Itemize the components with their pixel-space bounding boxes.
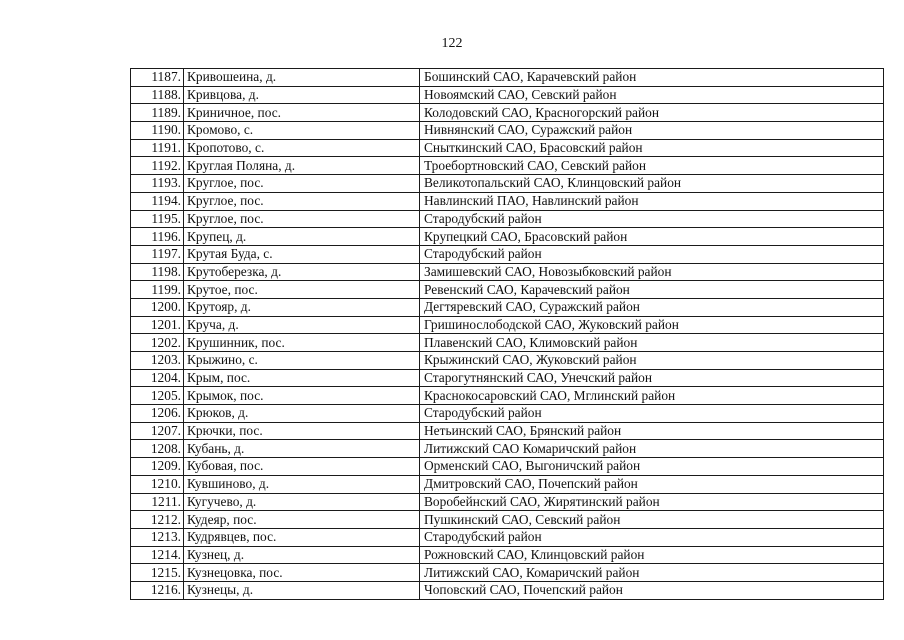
- settlement-name-cell: Крюков, д.: [184, 405, 420, 423]
- table-row: [131, 511, 884, 529]
- table-row: [131, 458, 884, 476]
- table-row: [131, 245, 884, 263]
- row-number-cell: 1198.: [131, 263, 184, 281]
- settlement-name-cell: Кузнецовка, пос.: [184, 564, 420, 582]
- table-row: [131, 528, 884, 546]
- district-cell: Крупецкий САО, Брасовский район: [420, 228, 884, 246]
- table-row: [131, 157, 884, 175]
- settlement-name-cell: Криничное, пос.: [184, 104, 420, 122]
- row-number-cell: 1215.: [131, 564, 184, 582]
- table-row: [131, 263, 884, 281]
- row-number-cell: 1187.: [131, 69, 184, 87]
- row-number-cell: 1196.: [131, 228, 184, 246]
- district-cell: Замишевский САО, Новозыбковский район: [420, 263, 884, 281]
- row-number-cell: 1191.: [131, 139, 184, 157]
- row-number-cell: 1207.: [131, 422, 184, 440]
- table-row: [131, 334, 884, 352]
- row-number-cell: 1208.: [131, 440, 184, 458]
- settlement-name-cell: Кривошеина, д.: [184, 69, 420, 87]
- district-cell: Литижский САО, Комаричский район: [420, 564, 884, 582]
- table-row: [131, 581, 884, 599]
- settlement-name-cell: Круглая Поляна, д.: [184, 157, 420, 175]
- district-cell: Нивнянский САО, Суражский район: [420, 122, 884, 140]
- district-cell: Навлинский ПАО, Навлинский район: [420, 192, 884, 210]
- settlement-name-cell: Круглое, пос.: [184, 192, 420, 210]
- table-row: [131, 387, 884, 405]
- district-cell: Стародубский район: [420, 528, 884, 546]
- settlement-name-cell: Кудрявцев, пос.: [184, 528, 420, 546]
- settlement-name-cell: Кубовая, пос.: [184, 458, 420, 476]
- table-row: [131, 352, 884, 370]
- district-cell: Пушкинский САО, Севский район: [420, 511, 884, 529]
- settlement-name-cell: Крымок, пос.: [184, 387, 420, 405]
- district-cell: Дегтяревский САО, Суражский район: [420, 298, 884, 316]
- district-cell: Бошинский САО, Карачевский район: [420, 69, 884, 87]
- table-row: [131, 493, 884, 511]
- settlement-name-cell: Крючки, пос.: [184, 422, 420, 440]
- table-row: [131, 440, 884, 458]
- settlement-name-cell: Круглое, пос.: [184, 175, 420, 193]
- district-cell: Орменский САО, Выгоничский район: [420, 458, 884, 476]
- table-row: [131, 475, 884, 493]
- row-number-cell: 1190.: [131, 122, 184, 140]
- district-cell: Литижский САО Комаричский район: [420, 440, 884, 458]
- row-number-cell: 1195.: [131, 210, 184, 228]
- table-row: [131, 192, 884, 210]
- row-number-cell: 1199.: [131, 281, 184, 299]
- settlement-name-cell: Круглое, пос.: [184, 210, 420, 228]
- settlements-table: [130, 68, 884, 600]
- district-cell: Воробейнский САО, Жирятинский район: [420, 493, 884, 511]
- row-number-cell: 1214.: [131, 546, 184, 564]
- row-number-cell: 1203.: [131, 352, 184, 370]
- settlement-name-cell: Крым, пос.: [184, 369, 420, 387]
- district-cell: Чоповский САО, Почепский район: [420, 581, 884, 599]
- settlement-name-cell: Кугучево, д.: [184, 493, 420, 511]
- row-number-cell: 1212.: [131, 511, 184, 529]
- row-number-cell: 1193.: [131, 175, 184, 193]
- row-number-cell: 1216.: [131, 581, 184, 599]
- district-cell: Великотопальский САО, Клинцовский район: [420, 175, 884, 193]
- settlement-name-cell: Крутояр, д.: [184, 298, 420, 316]
- row-number-cell: 1210.: [131, 475, 184, 493]
- row-number-cell: 1204.: [131, 369, 184, 387]
- district-cell: Стародубский район: [420, 405, 884, 423]
- district-cell: Крыжинский САО, Жуковский район: [420, 352, 884, 370]
- district-cell: Сныткинский САО, Брасовский район: [420, 139, 884, 157]
- row-number-cell: 1202.: [131, 334, 184, 352]
- district-cell: Старогутнянский САО, Унечский район: [420, 369, 884, 387]
- district-cell: Плавенский САО, Климовский район: [420, 334, 884, 352]
- row-number-cell: 1192.: [131, 157, 184, 175]
- settlement-name-cell: Круча, д.: [184, 316, 420, 334]
- district-cell: Стародубский район: [420, 210, 884, 228]
- table-row: [131, 86, 884, 104]
- settlement-name-cell: Крутая Буда, с.: [184, 245, 420, 263]
- table-row: [131, 546, 884, 564]
- row-number-cell: 1205.: [131, 387, 184, 405]
- row-number-cell: 1209.: [131, 458, 184, 476]
- settlements-table-body: [131, 69, 884, 600]
- district-cell: Троебортновский САО, Севский район: [420, 157, 884, 175]
- table-row: [131, 210, 884, 228]
- row-number-cell: 1206.: [131, 405, 184, 423]
- settlement-name-cell: Кривцова, д.: [184, 86, 420, 104]
- settlement-name-cell: Кромово, с.: [184, 122, 420, 140]
- settlement-name-cell: Крутоберезка, д.: [184, 263, 420, 281]
- settlement-name-cell: Крыжино, с.: [184, 352, 420, 370]
- district-cell: Гришинослободской САО, Жуковский район: [420, 316, 884, 334]
- table-row: [131, 369, 884, 387]
- table-row: [131, 122, 884, 140]
- table-row: [131, 228, 884, 246]
- district-cell: Колодовский САО, Красногорский район: [420, 104, 884, 122]
- table-row: [131, 139, 884, 157]
- settlement-name-cell: Крушинник, пос.: [184, 334, 420, 352]
- row-number-cell: 1188.: [131, 86, 184, 104]
- settlement-name-cell: Крупец, д.: [184, 228, 420, 246]
- district-cell: Ревенский САО, Карачевский район: [420, 281, 884, 299]
- row-number-cell: 1211.: [131, 493, 184, 511]
- page-number: 122: [441, 36, 463, 51]
- row-number-cell: 1201.: [131, 316, 184, 334]
- settlement-name-cell: Кубань, д.: [184, 440, 420, 458]
- row-number-cell: 1213.: [131, 528, 184, 546]
- table-row: [131, 281, 884, 299]
- table-row: [131, 104, 884, 122]
- table-row: [131, 316, 884, 334]
- row-number-cell: 1200.: [131, 298, 184, 316]
- row-number-cell: 1194.: [131, 192, 184, 210]
- settlement-name-cell: Крутое, пос.: [184, 281, 420, 299]
- table-row: [131, 69, 884, 87]
- table-row: [131, 405, 884, 423]
- district-cell: Рожновский САО, Клинцовский район: [420, 546, 884, 564]
- district-cell: Нетьинский САО, Брянский район: [420, 422, 884, 440]
- table-row: [131, 298, 884, 316]
- district-cell: Краснокосаровский САО, Мглинский район: [420, 387, 884, 405]
- settlement-name-cell: Кузнецы, д.: [184, 581, 420, 599]
- settlement-name-cell: Кувшиново, д.: [184, 475, 420, 493]
- district-cell: Новоямский САО, Севский район: [420, 86, 884, 104]
- table-row: [131, 564, 884, 582]
- table-row: [131, 175, 884, 193]
- settlement-name-cell: Кропотово, с.: [184, 139, 420, 157]
- district-cell: Стародубский район: [420, 245, 884, 263]
- row-number-cell: 1189.: [131, 104, 184, 122]
- row-number-cell: 1197.: [131, 245, 184, 263]
- settlement-name-cell: Кудеяр, пос.: [184, 511, 420, 529]
- table-row: [131, 422, 884, 440]
- settlement-name-cell: Кузнец, д.: [184, 546, 420, 564]
- district-cell: Дмитровский САО, Почепский район: [420, 475, 884, 493]
